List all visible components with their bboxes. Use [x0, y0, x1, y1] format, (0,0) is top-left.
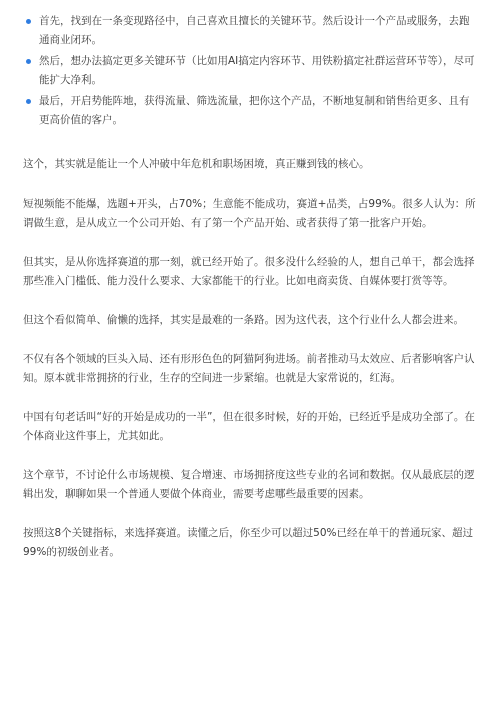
bullet-dot-icon — [26, 19, 31, 24]
paragraph: 中国有句老话叫“好的开始是成功的一半”，但在很多时候，好的开始，已经近乎是成功全部了。在个体商业这件事上，尤其如此。 — [23, 411, 475, 442]
bullet-list — [23, 12, 476, 130]
paragraph: 不仅有各个领域的巨头入局、还有形形色色的阿猫阿狗进场。前者推动马太效应、后者影响客户认知。原本就非常拥挤的行业，生存的空间进一步紧缩。也就是大家常说的，红海。 — [23, 353, 475, 384]
paragraph: 这个章节，不讨论什么市场规模、复合增速、市场拥挤度这些专业的名词和数据。仅从最底层的逻辑出发，聊聊如果一个普通人要做个体商业，需要考虑哪些最重要的因素。 — [23, 469, 475, 500]
bullet-item — [23, 92, 476, 130]
bullet-item — [23, 52, 476, 90]
bullet-dot-icon — [26, 59, 31, 64]
paragraph: 按照这8个关键指标，来选择赛道。读懂之后，你至少可以超过50%已经在单干的普通玩家、超过99%的初级创业者。 — [23, 527, 474, 558]
paragraph: 短视频能不能爆，选题+开头，占70%；生意能不能成功，赛道+品类，占99%。很多人认为：所谓做生意，是从成立一个公司开始、有了第一个产品开始、或者获得了第一批客户开始。 — [23, 198, 476, 229]
paragraph: 但其实，是从你选择赛道的那一刻，就已经开始了。很多没什么经验的人，想自己单干，都会选择那些准入门槛低、能力没什么要求、大家都能干的行业。比如电商卖货、自媒体要打赏等等。 — [23, 256, 475, 287]
paragraph: 但这个看似简单、偷懒的选择，其实是最难的一条路。因为这代表，这个行业什么人都会进来。 — [23, 314, 464, 326]
bullet-item — [23, 12, 476, 50]
bullet-text: 首先，找到在一条变现路径中，自己喜欢且擅长的关键环节。然后设计一个产品或服务，去跑通商业闭环。 — [39, 15, 470, 46]
bullet-dot-icon — [26, 99, 31, 104]
bullet-text: 最后，开启势能阵地，获得流量、筛选流量，把你这个产品，不断地复制和销售给更多、且有更高价值的客户。 — [39, 95, 470, 126]
paragraph: 这个，其实就是能让一个人冲破中年危机和职场困境，真正赚到钱的核心。 — [23, 158, 370, 170]
bullet-text: 然后，想办法搞定更多关键环节（比如用AI搞定内容环节、用铁粉搞定社群运营环节等），尽可能扩大净利。 — [39, 55, 475, 86]
